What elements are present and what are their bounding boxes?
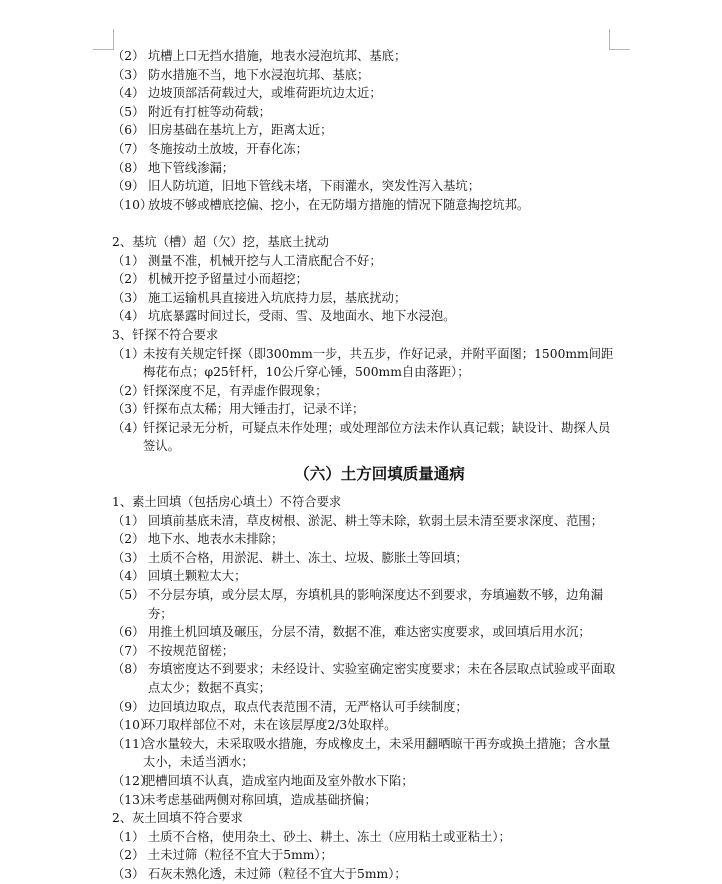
list-item: （6） 用推土机回填及碾压，分层不清，数据不准，难达密实度要求，或回填后用水沉； [112, 625, 591, 640]
list-item: （8） 地下管线渗漏； [112, 160, 235, 175]
list-item: （10） 放坡不够或槽底挖偏、挖小，在无防塌方措施的情况下随意掏挖坑邦。 [112, 197, 530, 212]
list-item: （3） 土质不合格，用淤泥、耕土、冻土、垃圾、膨胀土等回填； [112, 550, 468, 565]
list-item: （7） 冬施按动土放坡，开春化冻； [112, 141, 308, 156]
list-item: （2） 机械开挖予留量过小而超挖； [112, 272, 308, 287]
list-item: （3） 钎探布点太稀；用大锤击打，记录不详； [112, 402, 365, 417]
list-item: （1） 测量不准，机械开挖与人工清底配合不好； [112, 253, 382, 268]
list-item: （1） 土质不合格，使用杂土、砂土、耕土、冻土（应用粘土或亚粘土）； [112, 829, 511, 844]
list-item: （9） 边回填边取点，取点代表范围不清，无严格认可手续制度； [112, 699, 468, 714]
chapter-heading: （六）土方回填质量通病 [294, 464, 465, 484]
list-item: （4） 边坡顶部活荷载过大，或堆荷距坑边太近； [112, 86, 382, 101]
list-item: （3） 防水措施不当，地下水浸泡坑邦、基底； [112, 67, 370, 82]
section-heading: 3、钎探不符合要求 [112, 327, 219, 342]
list-item: （6） 旧房基础在基坑上方，距离太近； [112, 123, 333, 138]
list-item: （3） 施工运输机具直接进入坑底持力层，基底扰动； [112, 290, 407, 305]
list-item: （9） 旧人防坑道，旧地下管线未堵，下雨灌水，突发性泻入基坑； [112, 179, 481, 194]
list-item: （5） 不分层夯填，或分层太厚，夯填机具的影响深度达不到要求，夯填遍数不够，边角漏夯； [112, 588, 603, 621]
list-item: （4） 回填土颗粒太大； [112, 569, 247, 584]
list-item: （12） 肥槽回填不认真，造成室内地面及室外散水下陷； [112, 773, 414, 788]
list-item: （2） 钎探深度不足，有弄虚作假现象； [112, 383, 328, 398]
list-item: （2） 地下水、地表水未排除； [112, 532, 284, 547]
list-item: （8） 夯填密度达不到要求；未经设计、实验室确定密实度要求；未在各层取点试验或平面取点太少；数据不真实； [112, 662, 616, 695]
list-item: （5） 附近有打桩等动荷载； [112, 104, 271, 119]
page-content [112, 47, 617, 884]
section-heading: 2、灰土回填不符合要求 [112, 811, 243, 826]
list-item: （1） 回填前基底未清，草皮树根、淤泥、耕土等未除，软弱土层未清至要求深度、范围； [112, 513, 603, 528]
list-item: （13） 未考虑基础两侧对称回填，造成基础挤偏； [112, 792, 377, 807]
list-item: （4） 钎探记录无分析，可疑点未作处理；或处理部位方法未作认真记载；缺设计、勘探人员签认。 [112, 420, 611, 454]
list-item: （4） 坑底暴露时间过长，受雨、雪、及地面水、地下水浸泡。 [112, 309, 456, 324]
crop-mark-top-left [93, 29, 114, 50]
list-item: （11） 含水量较大，未采取吸水措施，夯成橡皮土，未采用翻晒晾干再夯或换土措施；含水量太小，未适当洒水； [112, 736, 611, 770]
list-item: （3） 石灰未熟化透，未过筛（粒径不宜大于5mm）； [112, 866, 407, 881]
list-item: （7） 不按规范留槎； [112, 643, 235, 658]
list-item: （2） 坑槽上口无挡水措施，地表水浸泡坑邦、基底； [112, 49, 407, 63]
list-item: （2） 土未过筛（粒径不宜大于5mm）； [112, 848, 333, 863]
list-item: （10） 环刀取样部位不对，未在该层厚度2/3处取样。 [112, 718, 397, 733]
section-heading: 2、基坑（槽）超（欠）挖，基底土扰动 [112, 234, 329, 249]
list-item: （1） 未按有关规定钎探（即300mm一步，共五步，作好记录，并附平面图；1500mm间距梅花布点；φ25钎杆，10公斤穿心锤，500mm自由落距）； [112, 346, 614, 380]
section-heading: 1、素土回填（包括房心填土）不符合要求 [112, 495, 342, 510]
list-item [112, 214, 617, 233]
